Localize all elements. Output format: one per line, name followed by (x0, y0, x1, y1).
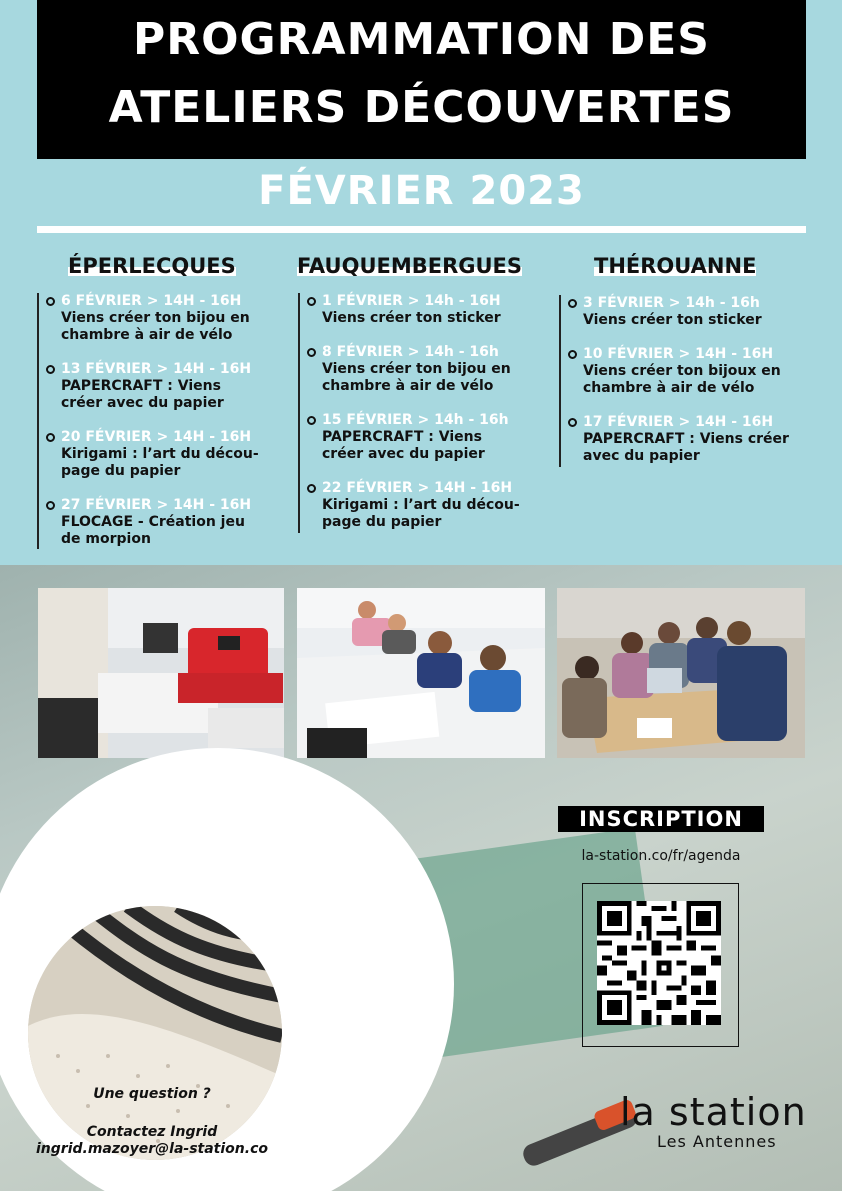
workshop-date: 6 FÉVRIER > 14H - 16H (61, 293, 242, 309)
workshop-photo-children (297, 588, 545, 758)
logo-subtitle: Les Antennes (657, 1132, 777, 1151)
workshop-desc: page du papier (322, 514, 442, 530)
fabric-photo (28, 906, 282, 1160)
bullet-icon (46, 501, 55, 510)
workshop-date: 17 FÉVRIER > 14H - 16H (583, 414, 774, 430)
workshop-desc: Kirigami : l’art du décou- (61, 446, 259, 462)
workshop-desc: PAPERCRAFT : Viens créer (583, 431, 789, 447)
column-title-eperlecques: ÉPERLECQUES (68, 254, 236, 278)
contact-email[interactable]: ingrid.mazoyer@la-station.co (36, 1141, 268, 1157)
workshop-desc: Viens créer ton sticker (322, 310, 501, 326)
workshop-desc: Viens créer ton bijou en (61, 310, 250, 326)
workshop-photo-heat-press (38, 588, 284, 758)
workshop-desc: Viens créer ton bijoux en (583, 363, 781, 379)
workshop-photo-adults (557, 588, 805, 758)
bullet-icon (46, 433, 55, 442)
list-item (561, 414, 809, 465)
bullet-icon (568, 350, 577, 359)
column-title-fauquembergues: FAUQUEMBERGUES (297, 254, 523, 278)
column-title-therouanne: THÉROUANNE (594, 254, 757, 278)
bullet-icon (307, 416, 316, 425)
month-heading: FÉVRIER 2023 (258, 168, 585, 214)
workshop-desc: chambre à air de vélo (61, 327, 233, 343)
list-item (300, 344, 538, 395)
inscription-label: INSCRIPTION (558, 806, 764, 832)
workshop-date: 20 FÉVRIER > 14H - 16H (61, 429, 252, 445)
list-item (300, 412, 538, 463)
workshop-desc: Viens créer ton sticker (583, 312, 762, 328)
bullet-icon (307, 348, 316, 357)
schedule-column-fauquembergues (298, 293, 538, 533)
list-item (300, 293, 538, 327)
workshop-date: 10 FÉVRIER > 14H - 16H (583, 346, 774, 362)
bullet-icon (568, 299, 577, 308)
contact-question: Une question ? (93, 1086, 211, 1102)
la-station-logo: la station (620, 1090, 807, 1134)
workshop-desc: de morpion (61, 531, 151, 547)
bullet-icon (307, 484, 316, 493)
bullet-icon (46, 297, 55, 306)
workshop-desc: FLOCAGE - Création jeu (61, 514, 245, 530)
workshop-date: 13 FÉVRIER > 14H - 16H (61, 361, 252, 377)
workshop-desc: créer avec du papier (322, 446, 485, 462)
bullet-icon (568, 418, 577, 427)
list-item (561, 346, 809, 397)
list-item (39, 361, 277, 412)
workshop-date: 15 FÉVRIER > 14h - 16h (322, 412, 509, 428)
workshop-date: 27 FÉVRIER > 14H - 16H (61, 497, 252, 513)
workshop-date: 8 FÉVRIER > 14h - 16h (322, 344, 499, 360)
divider (37, 226, 806, 233)
workshop-desc: page du papier (61, 463, 181, 479)
workshop-desc: chambre à air de vélo (322, 378, 494, 394)
list-item (39, 497, 277, 548)
list-item (39, 429, 277, 480)
schedule-column-therouanne (559, 295, 809, 467)
workshop-desc: Kirigami : l’art du décou- (322, 497, 520, 513)
list-item (39, 293, 277, 344)
contact-name: Contactez Ingrid (86, 1124, 218, 1140)
list-item (300, 480, 538, 531)
workshop-date: 1 FÉVRIER > 14h - 16H (322, 293, 501, 309)
workshop-date: 3 FÉVRIER > 14h - 16h (583, 295, 760, 311)
workshop-desc: PAPERCRAFT : Viens (61, 378, 221, 394)
qr-code-icon[interactable] (597, 901, 721, 1025)
inscription-link[interactable]: la-station.co/fr/agenda (581, 848, 741, 864)
schedule-column-eperlecques (37, 293, 277, 549)
top-section (0, 0, 842, 565)
workshop-desc: Viens créer ton bijou en (322, 361, 511, 377)
page-title-line-1: PROGRAMMATION DES (133, 14, 710, 65)
page-title-line-2: ATELIERS DÉCOUVERTES (108, 82, 735, 133)
workshop-desc: PAPERCRAFT : Viens (322, 429, 482, 445)
workshop-desc: créer avec du papier (61, 395, 224, 411)
bullet-icon (307, 297, 316, 306)
list-item (561, 295, 809, 329)
workshop-desc: chambre à air de vélo (583, 380, 755, 396)
workshop-date: 22 FÉVRIER > 14H - 16H (322, 480, 513, 496)
bullet-icon (46, 365, 55, 374)
workshop-desc: avec du papier (583, 448, 700, 464)
title-banner (37, 0, 806, 159)
